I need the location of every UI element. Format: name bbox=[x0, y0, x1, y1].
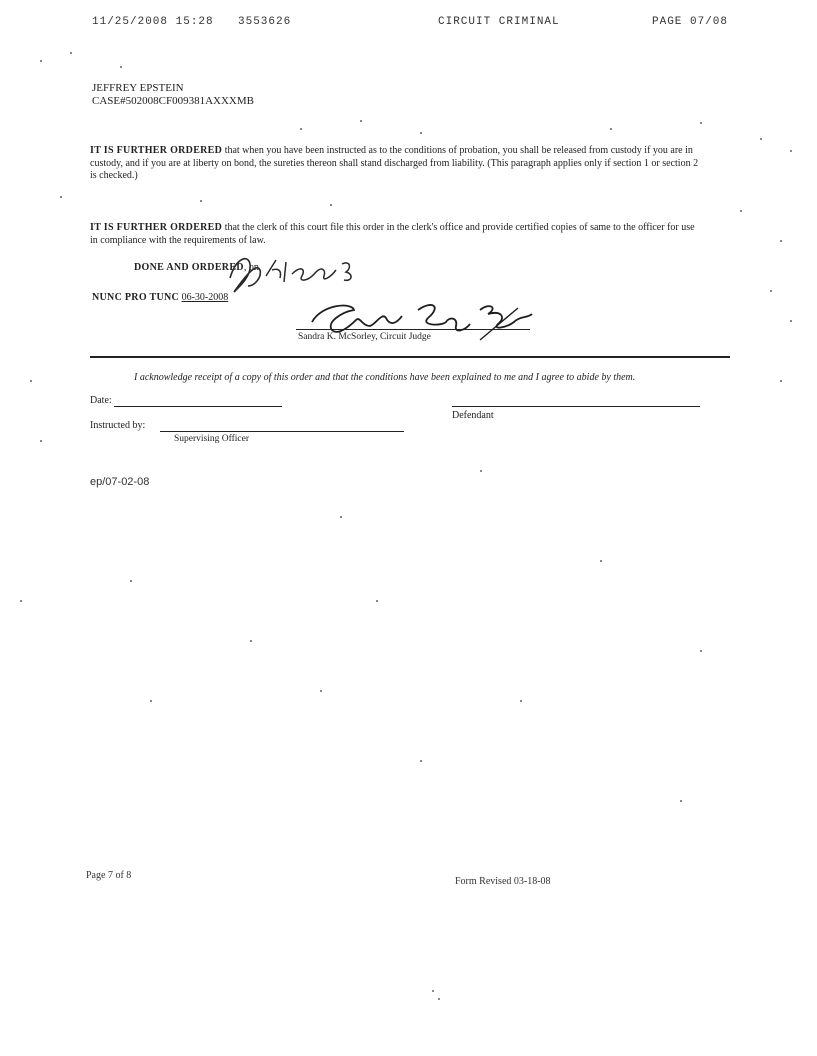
acknowledgement-text: I acknowledge receipt of a copy of this order and that the conditions have been explained to me and I agree to abide by them. bbox=[134, 372, 636, 383]
section-divider bbox=[90, 356, 730, 358]
instructed-by-line[interactable] bbox=[160, 431, 404, 432]
nunc-pro-tunc bbox=[92, 292, 228, 303]
defendant-name: JEFFREY EPSTEIN bbox=[92, 82, 184, 94]
fax-center: CIRCUIT CRIMINAL bbox=[438, 16, 560, 28]
defendant-label: Defendant bbox=[452, 410, 494, 421]
order-paragraph-release bbox=[90, 145, 702, 183]
date-label: Date: bbox=[90, 395, 112, 406]
order-paragraph-clerk bbox=[90, 222, 702, 247]
page-number: Page 7 of 8 bbox=[86, 870, 132, 881]
order-lead: IT IS FURTHER ORDERED bbox=[90, 222, 223, 233]
order-text: that the clerk of this court file this order in the clerk's office and provide certified copies of same to the officer for use in compliance with the requirements of law. bbox=[90, 222, 695, 246]
order-text: that when you have been instructed as to the conditions of probation, you shall be released from custody if you are in custody, and if you are at liberty on bond, the sureties thereon shall stand discharged from liability. (This paragraph applies only if section 1 or section 2 is checked.) bbox=[90, 145, 699, 181]
fax-page: PAGE 07/08 bbox=[652, 16, 729, 28]
supervising-officer-label: Supervising Officer bbox=[174, 434, 250, 444]
judge-caption: Sandra K. McSorley, Circuit Judge bbox=[298, 332, 431, 342]
date-line[interactable] bbox=[114, 406, 282, 407]
done-on: , on bbox=[243, 262, 259, 273]
judge-signature-line bbox=[296, 329, 530, 330]
nunc-date: 06-30-2008 bbox=[181, 292, 229, 303]
nunc-label: NUNC PRO TUNC bbox=[92, 292, 180, 303]
fax-number: 3553626 bbox=[238, 16, 292, 28]
done-label: DONE AND ORDERED bbox=[134, 262, 244, 273]
case-number: CASE#502008CF009381AXXXMB bbox=[92, 95, 254, 107]
handwritten-date-mark bbox=[226, 248, 386, 298]
instructed-by-label: Instructed by: bbox=[90, 420, 146, 431]
order-lead: IT IS FURTHER ORDERED bbox=[90, 145, 223, 156]
fax-datetime: 11/25/2008 15:28 bbox=[92, 16, 214, 28]
defendant-signature-line[interactable] bbox=[452, 406, 700, 407]
preparer-initials: ep/07-02-08 bbox=[90, 476, 150, 488]
form-revision: Form Revised 03-18-08 bbox=[455, 876, 551, 887]
